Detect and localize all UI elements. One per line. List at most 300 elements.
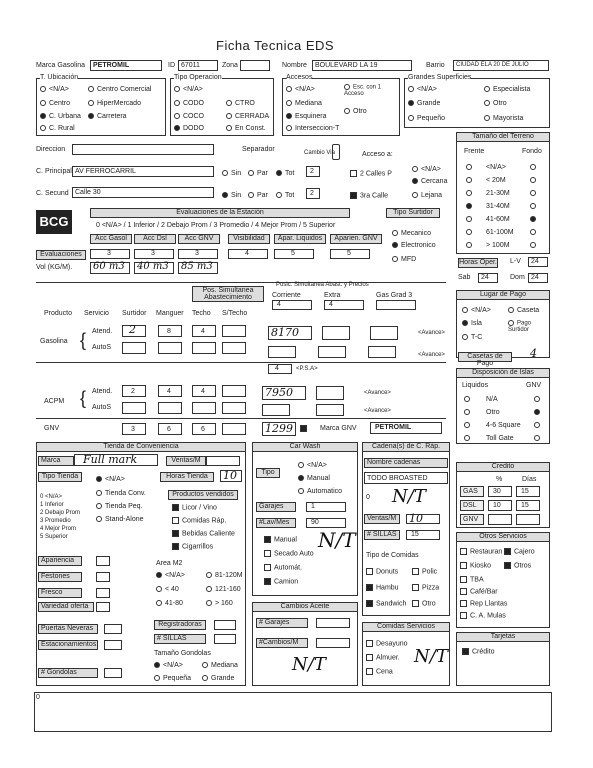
- tienda-ventas-field[interactable]: [206, 456, 240, 466]
- credito-dias-field[interactable]: [516, 514, 540, 525]
- festones-field[interactable]: [96, 572, 110, 582]
- area-160[interactable]: > 160: [206, 600, 233, 607]
- gasolina-label: Gasolina: [40, 338, 68, 345]
- eval-score-2[interactable]: 3: [178, 249, 218, 259]
- cw-lav-field[interactable]: 90: [306, 518, 346, 528]
- carwash-header: Car Wash: [252, 442, 358, 452]
- acceso-label: Acceso a:: [362, 151, 393, 158]
- cs-handwritten: N/T: [414, 646, 448, 667]
- stecho-label: S/Techo: [222, 310, 248, 317]
- gas-surtidor[interactable]: 2: [122, 325, 146, 337]
- gnv-stecho[interactable]: [222, 423, 246, 435]
- cw-list-auto[interactable]: Automát.: [264, 564, 302, 571]
- cs-desayuno[interactable]: Desayuno: [366, 640, 408, 647]
- credito-dias: Días: [522, 476, 537, 483]
- eval-col-5[interactable]: Aparien. GNV: [330, 234, 382, 244]
- cambios-garajes-button[interactable]: # Garajes: [256, 618, 308, 628]
- isla-liq-0[interactable]: [464, 396, 473, 403]
- otros-4[interactable]: TBA: [460, 576, 484, 583]
- isla-gnv-1[interactable]: [534, 409, 543, 416]
- cs-cena[interactable]: Cena: [366, 668, 393, 675]
- terreno-opt-label: 31-40M: [486, 203, 510, 210]
- zona-field[interactable]: [240, 60, 270, 71]
- id-label: ID: [168, 62, 175, 69]
- tienda-marca-button[interactable]: Marca: [38, 456, 74, 466]
- registradoras-button[interactable]: Registradoras: [154, 620, 206, 630]
- eval-vol-0[interactable]: 60 m3: [90, 262, 130, 274]
- com-pizza[interactable]: Pizza: [412, 584, 439, 591]
- op-codo[interactable]: CODO: [174, 100, 204, 107]
- cadena-field[interactable]: TODO BROASTED: [364, 472, 448, 484]
- ubic-crural[interactable]: C. Rural: [40, 125, 75, 132]
- isla-liq-1[interactable]: [464, 409, 473, 416]
- gas-autos-mang[interactable]: [158, 342, 182, 354]
- casetas-button[interactable]: Casetas de Pago: [458, 352, 512, 362]
- direccion-field[interactable]: [72, 144, 214, 155]
- op-ctro[interactable]: CTRO: [226, 100, 255, 107]
- frente-opt-1[interactable]: [466, 177, 475, 184]
- frente-opt-6[interactable]: [466, 242, 475, 249]
- gas-stecho[interactable]: [222, 325, 246, 337]
- surt-mfd[interactable]: MFD: [392, 256, 416, 263]
- acpm-corr-field[interactable]: 4: [268, 364, 292, 374]
- com-otro[interactable]: Otro: [412, 600, 436, 607]
- cadena-sillas-field[interactable]: 15: [406, 530, 440, 540]
- cw-list-manual[interactable]: Manual: [264, 536, 297, 543]
- sup-grande[interactable]: Grande: [408, 100, 440, 107]
- gondolas-label: Tamaño Gondolas: [154, 650, 211, 657]
- eval-score-1[interactable]: 3: [134, 249, 174, 259]
- gas-corr-field[interactable]: 4: [272, 300, 312, 310]
- apariencia-button[interactable]: Apariencia: [38, 556, 82, 566]
- evaluaciones-button[interactable]: Evaluaciones: [36, 250, 86, 260]
- otros-1[interactable]: Cajero: [504, 548, 535, 555]
- gond-grande[interactable]: Grande: [202, 675, 234, 682]
- cw-garajes-button[interactable]: Garajes: [256, 502, 296, 512]
- fresco-button[interactable]: Fresco: [38, 588, 82, 598]
- terreno-opt-label: > 100M: [486, 242, 510, 249]
- techo-label: Techo: [192, 310, 211, 317]
- ubicacion-label: T. Ubicación: [40, 74, 79, 81]
- p2-3ra[interactable]: 3ra Calle: [350, 192, 388, 199]
- direccion-label: Direccion: [36, 146, 66, 153]
- gnv-surtidor[interactable]: 3: [122, 423, 146, 435]
- tienda-scale-item: 2 Debajo Prom: [40, 510, 81, 516]
- isla-gnv-0[interactable]: [534, 396, 543, 403]
- gas-p4[interactable]: [268, 346, 296, 358]
- fondo-opt-3[interactable]: [530, 203, 539, 210]
- islas-gnv-label: GNV: [526, 382, 542, 389]
- eval-score-4[interactable]: 5: [274, 249, 314, 259]
- acpm-price2[interactable]: [316, 386, 344, 400]
- sup-otro[interactable]: Otro: [484, 100, 507, 107]
- eval-col-0[interactable]: Acc Gasol: [90, 234, 132, 244]
- tienda-sillas-field[interactable]: [214, 634, 236, 644]
- eval-score-0[interactable]: 3: [90, 249, 130, 259]
- pago-na[interactable]: <N/A>: [462, 307, 491, 314]
- pos-simult-button[interactable]: Pos. Simultanea Abastecimiento: [192, 286, 264, 302]
- acc-esc[interactable]: Esc. con 1 Acceso: [344, 84, 382, 97]
- acpm-techo[interactable]: 4: [192, 385, 216, 397]
- gas-manguer[interactable]: 8: [158, 325, 182, 337]
- cadena-header: Cadena(s) de C. Ráp.: [362, 442, 450, 452]
- area-81[interactable]: 81-120M: [206, 572, 243, 579]
- eval-vol-1[interactable]: 40 m3: [134, 262, 174, 274]
- fresco-field[interactable]: [96, 588, 110, 598]
- tarjetas-header: Tarjetas: [456, 632, 550, 642]
- producto-vendido-2[interactable]: Bebidas Caliente: [172, 530, 235, 537]
- isla-liq-3[interactable]: [464, 435, 473, 442]
- com-donuts[interactable]: Donuts: [366, 568, 398, 575]
- acc-otro[interactable]: Otro: [344, 108, 367, 115]
- p2-count[interactable]: 2: [306, 188, 320, 199]
- tienda-ventas-button[interactable]: Ventas/M: [166, 456, 206, 466]
- eval-col-4[interactable]: Apar. Liquidos: [274, 234, 326, 244]
- frente-opt-0[interactable]: [466, 164, 475, 171]
- gondolas-button[interactable]: # Gondolas: [38, 668, 98, 678]
- cw-manual[interactable]: Manual: [298, 475, 330, 482]
- puertas-field[interactable]: [104, 624, 122, 634]
- tarjetas-credito[interactable]: Crédito: [462, 648, 495, 655]
- p2-tot[interactable]: Tot: [276, 192, 294, 199]
- otros-6[interactable]: Rep Llantas: [460, 600, 507, 607]
- gond-pequena[interactable]: Pequeña: [154, 675, 191, 682]
- gas-p6[interactable]: [368, 346, 396, 358]
- cw-list-camion[interactable]: Camion: [264, 578, 298, 585]
- tienda-scale-item: 5 Superior: [40, 534, 68, 540]
- ubic-centro[interactable]: Centro: [40, 100, 70, 107]
- p2-par[interactable]: Par: [248, 192, 268, 199]
- gas-techo[interactable]: 4: [192, 325, 216, 337]
- liquidos-label: Liquidos: [462, 382, 489, 389]
- islas-header: Disposición de Islas: [456, 368, 550, 378]
- cadena-handwritten: N/T: [392, 486, 426, 507]
- op-coco[interactable]: COCO: [174, 113, 204, 120]
- p1-count[interactable]: 2: [306, 166, 320, 177]
- variedad-button[interactable]: Variedad oferta: [38, 602, 94, 612]
- terreno-opt-label: 61-100M: [486, 229, 514, 236]
- isla-gnv-2[interactable]: [534, 422, 543, 429]
- pago-isla[interactable]: Isla: [462, 320, 482, 327]
- acpm-autos-techo[interactable]: [192, 402, 216, 414]
- eval-col-2[interactable]: Acc GNV: [178, 234, 220, 244]
- eval-vol-2[interactable]: 85 m3: [178, 262, 218, 274]
- gas-autos-techo[interactable]: [192, 342, 216, 354]
- servicio-label: Servicio: [84, 310, 109, 317]
- cprincipal-field[interactable]: AV FERROCARRIL: [72, 166, 214, 177]
- marca-label: Marca Gasolina: [36, 62, 86, 69]
- cadena-nombre-button[interactable]: Nombre cadenas: [364, 458, 448, 468]
- sup-especialista[interactable]: Especialista: [484, 86, 530, 93]
- gas-avance2: <Avance>: [418, 352, 445, 358]
- acpm-p4[interactable]: [316, 404, 344, 416]
- otros-0[interactable]: Restauran: [460, 548, 502, 555]
- ubic-hiper[interactable]: HiperMercado: [88, 100, 141, 107]
- footer-zero: 0: [36, 694, 40, 701]
- gas-autos-surt[interactable]: [122, 342, 146, 354]
- fondo-opt-2[interactable]: [530, 190, 539, 197]
- fondo-opt-5[interactable]: [530, 229, 539, 236]
- marca-gnv-label: Marca GNV: [320, 425, 357, 432]
- p1-cercana[interactable]: Cercana: [412, 178, 447, 185]
- sab-field[interactable]: 24: [478, 273, 498, 283]
- cambios-handwritten: N/T: [292, 654, 326, 675]
- gas-atend-label: Atend.: [92, 328, 113, 335]
- acc-esquinera[interactable]: Esquinera: [286, 113, 327, 120]
- credito-pct-field[interactable]: 10: [488, 500, 512, 511]
- fondo-opt-0[interactable]: [530, 164, 539, 171]
- gnv-label: GNV: [44, 425, 60, 432]
- surt-electronico[interactable]: Electronico: [392, 242, 436, 249]
- area-121[interactable]: 121-160: [206, 586, 241, 593]
- producto-vendido-1[interactable]: Comidas Ráp.: [172, 517, 226, 524]
- gas-autos-stecho[interactable]: [222, 342, 246, 354]
- credito-pct-field[interactable]: 30: [488, 486, 512, 497]
- cadena-zero: 0: [366, 494, 370, 501]
- notes-area[interactable]: [34, 692, 552, 732]
- csecund-label: C. Secund: [36, 190, 69, 197]
- isla-gnv-3[interactable]: [534, 435, 543, 442]
- corriente-label: Corriente: [272, 292, 301, 299]
- ubic-carretera[interactable]: Carretera: [88, 113, 127, 120]
- gnv-price-field[interactable]: 1299: [262, 422, 296, 436]
- p2-lejana[interactable]: Lejana: [412, 192, 442, 199]
- cambios-header: Cambios Aceite: [252, 602, 358, 612]
- terreno-opt-label: <N/A>: [486, 164, 506, 171]
- sab-label: Sab: [458, 274, 471, 281]
- otros-5[interactable]: Café/Bar: [460, 588, 498, 595]
- credito-pct-field[interactable]: [488, 514, 512, 525]
- barrio-field[interactable]: CIUDAD ELA 20 DE JULIO: [453, 60, 549, 71]
- op-enconst[interactable]: En Const.: [226, 125, 266, 132]
- surtidor-label: Surtidor: [122, 310, 147, 317]
- ubic-na[interactable]: <N/A>: [40, 86, 69, 93]
- extra-label: Extra: [324, 292, 341, 299]
- acc-mediana[interactable]: Mediana: [286, 100, 322, 107]
- tienda-horas-field[interactable]: 10: [220, 470, 242, 482]
- ubic-cc[interactable]: Centro Comercial: [88, 86, 151, 93]
- ubic-curbana[interactable]: C. Urbana: [40, 113, 81, 120]
- cw-handwritten: N/T: [318, 528, 356, 552]
- pago-tc[interactable]: T-C: [462, 334, 482, 341]
- terreno-opt-label: 41-60M: [486, 216, 510, 223]
- area-na[interactable]: <N/A>: [156, 572, 185, 579]
- estacionamientos-button[interactable]: Estacionamientos: [38, 640, 98, 650]
- tienda-scale-item: 0 <N/A>: [40, 494, 63, 500]
- eval-col-3[interactable]: Visibilidad: [228, 234, 270, 244]
- gas-p5[interactable]: [318, 346, 346, 358]
- tienda-tipo-button[interactable]: Tipo Tienda: [38, 472, 82, 482]
- frente-opt-5[interactable]: [466, 229, 475, 236]
- tipo-comidas-label: Tipo de Comidas: [366, 552, 419, 559]
- tienda-na[interactable]: <N/A>: [96, 476, 125, 483]
- tienda-sillas-button[interactable]: # SILLAS: [154, 634, 206, 644]
- op-dodo[interactable]: DODO: [174, 125, 204, 132]
- gond-na[interactable]: <N/A>: [154, 662, 183, 669]
- credito-dias-field[interactable]: 15: [516, 500, 540, 511]
- marca-field[interactable]: PETROMIL: [90, 60, 162, 71]
- credito-dias-field[interactable]: 15: [516, 486, 540, 497]
- lv-label: L-V: [510, 258, 521, 265]
- cw-garajes-field[interactable]: 1: [306, 502, 346, 512]
- acpm-manguer[interactable]: 4: [158, 385, 182, 397]
- isla-label: 4-6 Square: [486, 422, 521, 429]
- acc-na[interactable]: <N/A>: [286, 86, 315, 93]
- cambio-label: Cambio Via: [304, 150, 335, 156]
- acpm-surtidor[interactable]: 2: [122, 385, 146, 397]
- tarjetas-group: [456, 636, 550, 686]
- cs-almuer[interactable]: Almuer.: [366, 654, 400, 661]
- sup-pequeno[interactable]: Pequeño: [408, 115, 445, 122]
- frente-opt-4[interactable]: [466, 216, 475, 223]
- barrio-label: Barrio: [426, 62, 445, 69]
- festones-button[interactable]: Festones: [38, 572, 82, 582]
- tienda-horas-button[interactable]: Horas Tienda: [160, 472, 214, 482]
- frente-label: Frente: [464, 148, 485, 155]
- sup-na[interactable]: <N/A>: [408, 86, 437, 93]
- gas-price2-field[interactable]: [322, 326, 350, 340]
- zona-label: Zona: [222, 62, 238, 69]
- p1-na[interactable]: <N/A>: [412, 166, 441, 173]
- acpm-stecho[interactable]: [222, 385, 246, 397]
- fondo-opt-1[interactable]: [530, 177, 539, 184]
- tienda-stand[interactable]: Stand-Alone: [96, 516, 144, 523]
- acc-intersec[interactable]: Interseccion-T: [286, 125, 339, 132]
- evaluaciones-header: Evaluaciones de la Estación: [90, 208, 350, 218]
- gas-extra-field[interactable]: 4: [324, 300, 364, 310]
- gondolas-field[interactable]: [104, 668, 122, 678]
- cambios-garajes-field[interactable]: [316, 618, 350, 628]
- acpm-autos-mang[interactable]: [158, 402, 182, 414]
- cw-list-secado[interactable]: Secado Auto: [264, 550, 314, 557]
- nombre-field[interactable]: BOULEVARD LA 19: [312, 60, 412, 71]
- eval-score-3[interactable]: 4: [228, 249, 268, 259]
- producto-vendido-3[interactable]: Cigarrillos: [172, 543, 213, 550]
- op-na[interactable]: <N/A>: [174, 86, 203, 93]
- id-field[interactable]: 67011: [178, 60, 218, 71]
- tienda-marca-field[interactable]: Full mark: [74, 454, 158, 466]
- acpm-label: ACPM: [44, 398, 65, 405]
- fondo-label: Fondo: [522, 148, 542, 155]
- p1-sin[interactable]: Sin: [222, 170, 241, 177]
- dom-field[interactable]: 24: [528, 273, 548, 283]
- gas-avance: <Avance>: [418, 330, 445, 336]
- estacionamientos-field[interactable]: [104, 640, 122, 650]
- cw-lav-button[interactable]: #Lav/Mes: [256, 518, 296, 528]
- page-title: Ficha Tecnica EDS: [216, 38, 335, 53]
- terreno-opt-label: 21-30M: [486, 190, 510, 197]
- isla-label: N/A: [486, 396, 498, 403]
- evaluaciones-scale: 0 <N/A> / 1 Inferior / 2 Debajo Prom / 3 Promedio / 4 Mejor Prom / 5 Superior: [96, 222, 336, 229]
- otros-3[interactable]: Otros: [504, 562, 531, 569]
- csecund-field[interactable]: Calle 30: [72, 187, 214, 198]
- terreno-header: Tamaño del Terreno: [456, 132, 550, 142]
- pos-simult2-label: Posic. Simultanea Abast. y Precios: [276, 282, 369, 288]
- accesos-label: Accesos: [286, 74, 313, 81]
- fondo-opt-6[interactable]: [530, 242, 539, 249]
- com-sandwich[interactable]: Sandwich: [366, 600, 406, 607]
- marca-gnv-field[interactable]: PETROMIL: [370, 422, 442, 434]
- eval-score-5[interactable]: 5: [330, 249, 370, 259]
- producto-label: Producto: [44, 310, 73, 317]
- tipo-surtidor-button[interactable]: Tipo Surtidor: [386, 208, 440, 218]
- cw-auto[interactable]: Automatico: [298, 488, 342, 495]
- superficies-label: Grandes Superficies: [408, 74, 472, 81]
- p1-2calles[interactable]: 2 Calles P: [350, 170, 392, 177]
- area-40[interactable]: < 40: [156, 586, 179, 593]
- acpm-p3[interactable]: [262, 404, 290, 416]
- registradoras-field[interactable]: [214, 620, 236, 630]
- lv-field[interactable]: 24: [528, 257, 548, 267]
- gas-grad-field[interactable]: [376, 300, 416, 310]
- tienda-peq[interactable]: Tienda Peq.: [96, 503, 143, 510]
- cw-na[interactable]: <N/A>: [298, 462, 327, 469]
- gond-mediana[interactable]: Mediana: [202, 662, 238, 669]
- com-hambu[interactable]: Hambu: [366, 584, 399, 591]
- cadena-ventas-button[interactable]: Ventas/M: [364, 514, 400, 524]
- area-41[interactable]: 41-80: [156, 600, 183, 607]
- p2-sin[interactable]: Sin: [222, 192, 241, 199]
- acpm-price-field[interactable]: 7950: [262, 386, 306, 400]
- op-cerrada[interactable]: CERRADA: [226, 113, 269, 120]
- puertas-button[interactable]: Puertas Neveras: [38, 624, 98, 634]
- frente-opt-3[interactable]: [466, 203, 475, 210]
- productos-vendidos-button[interactable]: Productos vendidos: [168, 490, 238, 500]
- eval-col-1[interactable]: Acc Dsl: [134, 234, 176, 244]
- acpm-avance: <Avance>: [364, 390, 391, 396]
- gnv-techo[interactable]: 6: [192, 423, 216, 435]
- cadena-ventas-field[interactable]: 10: [406, 514, 440, 524]
- credito-key: GNV: [460, 514, 484, 525]
- cambios-cambios-button[interactable]: #Cambios/M: [256, 638, 308, 648]
- otros-7[interactable]: C. A. Mulas: [460, 612, 506, 619]
- credito-key: GAS: [460, 486, 484, 497]
- acpm-autos-surt[interactable]: [122, 402, 146, 414]
- horas-button[interactable]: Horas Oper.: [459, 259, 497, 266]
- cadena-sillas-button[interactable]: # SILLAS: [364, 530, 400, 540]
- bcg-logo: BCG: [36, 210, 72, 234]
- gnv-manguer[interactable]: 6: [158, 423, 182, 435]
- tienda-scale-item: 1 Inferior: [40, 502, 64, 508]
- tienda-scale-item: 4 Mejor Prom: [40, 526, 77, 532]
- vol-label: Vol (KG/M).: [36, 264, 73, 271]
- acpm-avance2: <Avance>: [364, 408, 391, 414]
- pago-surtidor[interactable]: Pago Surtidor: [508, 320, 532, 333]
- frente-opt-2[interactable]: [466, 190, 475, 197]
- apariencia-field[interactable]: [96, 556, 110, 566]
- gas-autos-label: AutoS: [92, 344, 112, 351]
- surt-mecanico[interactable]: Mecanico: [392, 230, 431, 237]
- producto-vendido-0[interactable]: Licor / Vino: [172, 504, 217, 511]
- pago-caseta[interactable]: Caseta: [508, 307, 539, 314]
- p1-tot[interactable]: Tot: [276, 170, 294, 177]
- variedad-field[interactable]: [96, 602, 110, 612]
- carwash-tipo-button[interactable]: Tipo: [256, 468, 280, 478]
- gas-price3-field[interactable]: [370, 326, 398, 340]
- otros-2[interactable]: Kiosko: [460, 562, 491, 569]
- com-polic[interactable]: Polic: [412, 568, 437, 575]
- sup-mayorista[interactable]: Mayorista: [484, 115, 523, 122]
- tienda-conv[interactable]: Tienda Conv.: [96, 490, 146, 497]
- p1-par[interactable]: Par: [248, 170, 268, 177]
- acpm-autos-stecho[interactable]: [222, 402, 246, 414]
- gas-price-field[interactable]: 8170: [268, 326, 312, 340]
- isla-liq-2[interactable]: [464, 422, 473, 429]
- credito-key: DSL: [460, 500, 484, 511]
- fondo-opt-4[interactable]: [530, 216, 539, 223]
- cambios-cambios-field[interactable]: [316, 638, 350, 648]
- casetas-value: 4: [530, 347, 537, 360]
